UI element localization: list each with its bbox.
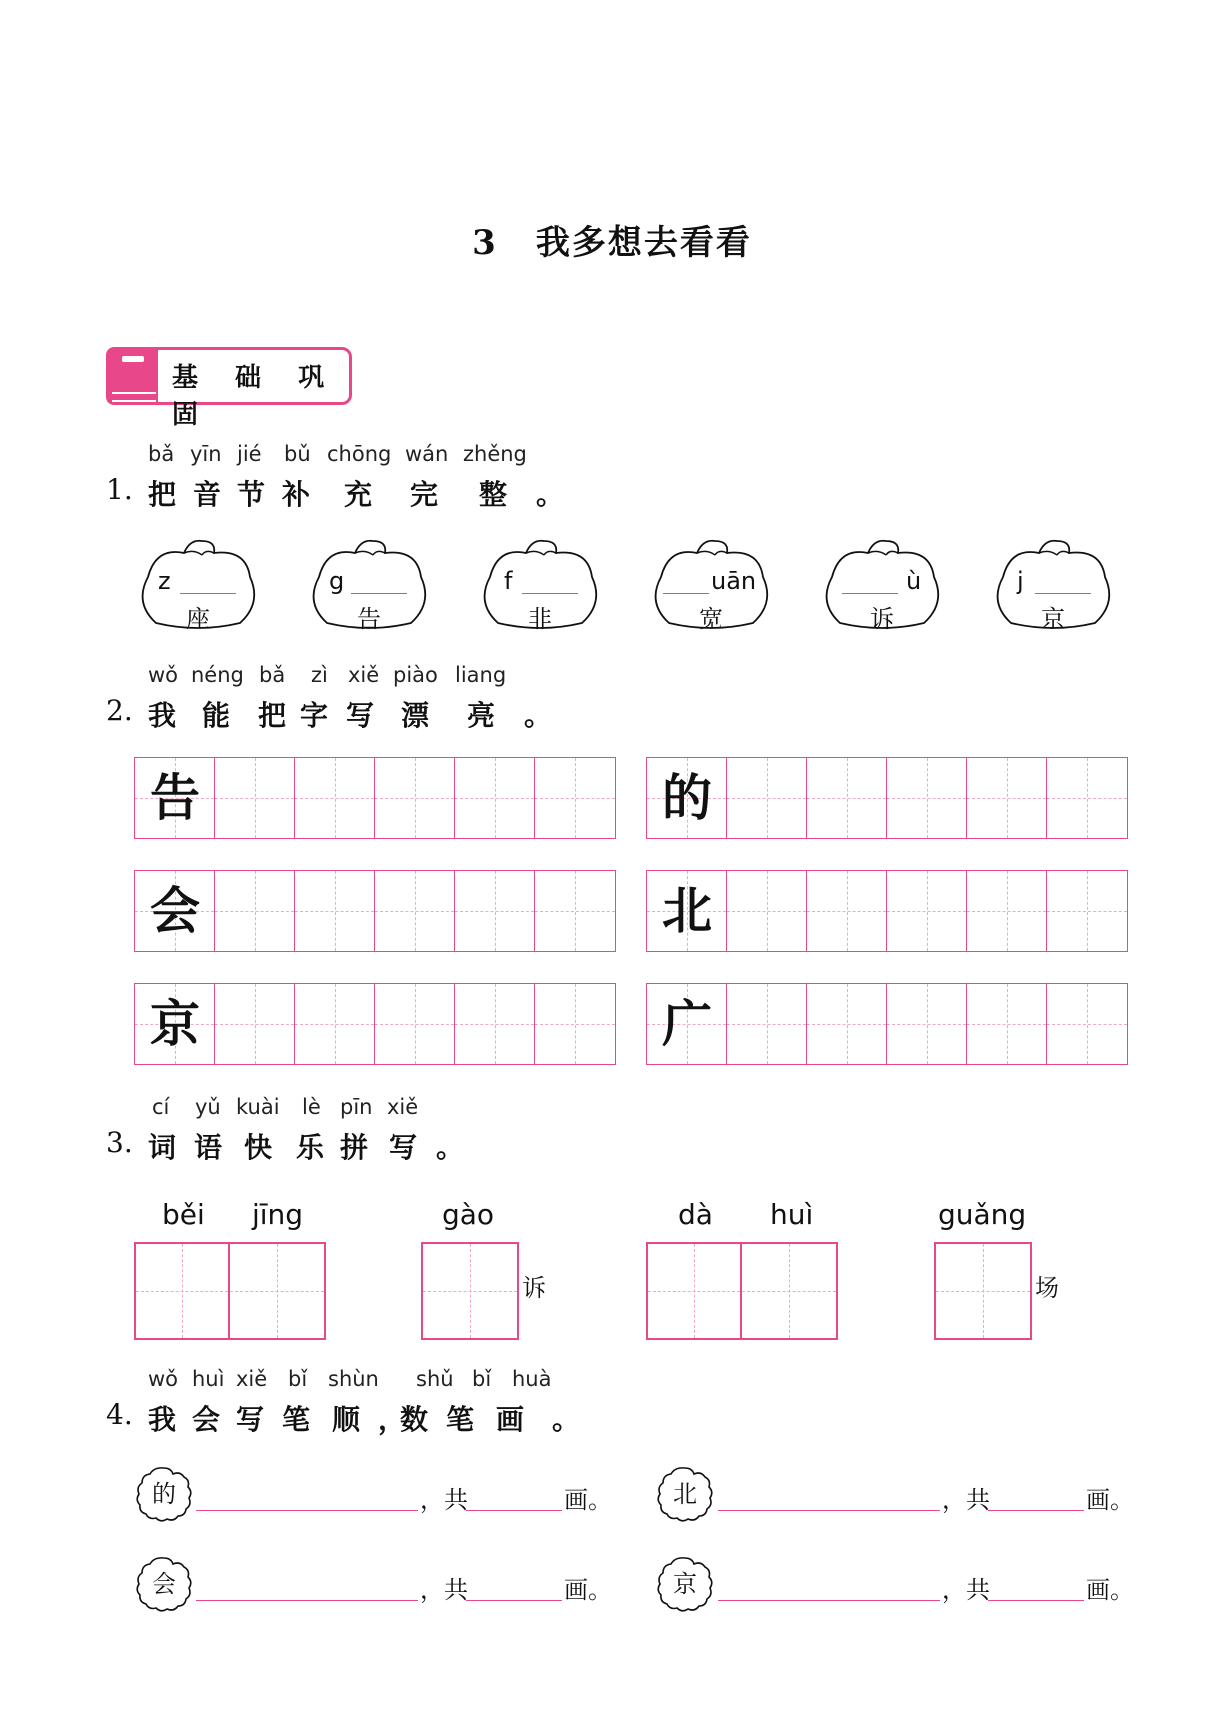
pinyin: wǒ: [148, 663, 179, 687]
prompt-char: 音: [193, 478, 222, 511]
grid-cell[interactable]: [807, 984, 887, 1064]
section-badge: [106, 347, 350, 430]
grid-cell[interactable]: [967, 871, 1047, 951]
bun-char: 宽: [699, 605, 723, 633]
writing-grid: [134, 870, 616, 952]
grid-cell: [135, 871, 215, 951]
pinyin: bǔ: [284, 442, 311, 466]
question-number: 4.: [106, 1398, 133, 1431]
bun-char: 告: [357, 605, 381, 633]
prompt-char: 。: [524, 699, 553, 732]
word-pinyin: gào: [442, 1198, 495, 1231]
word-cell[interactable]: [423, 1244, 517, 1338]
lesson-title: 我多想去看看: [535, 223, 752, 263]
q1-prompt: [106, 473, 565, 511]
prompt-char: 把: [148, 478, 177, 511]
total-label: ，共: [942, 1486, 990, 1514]
pinyin-initial: z: [158, 567, 171, 595]
word-pinyin: guǎng: [938, 1198, 1027, 1231]
prompt-char: 拼: [340, 1131, 369, 1164]
stroke-char: 会: [152, 1570, 176, 1598]
model-char: 京: [150, 994, 200, 1053]
stroke-order-blank[interactable]: [718, 1600, 940, 1601]
grid-cell[interactable]: [295, 758, 375, 838]
pinyin: bǎ: [148, 442, 175, 466]
pinyin: zì: [311, 663, 328, 687]
pinyin: lè: [302, 1095, 321, 1119]
stroke-char: 的: [152, 1480, 176, 1508]
writing-grid: [646, 983, 1128, 1065]
grid-cell[interactable]: [535, 984, 615, 1064]
bun-item: [136, 537, 260, 631]
prompt-char: 笔: [282, 1403, 311, 1436]
pinyin: cí: [152, 1095, 170, 1119]
grid-cell: [647, 984, 727, 1064]
stroke-order-blank[interactable]: [196, 1600, 418, 1601]
stroke-count-blank[interactable]: [466, 1510, 562, 1511]
prompt-char: 写: [389, 1131, 418, 1164]
flower-badge: [656, 1555, 714, 1613]
flower-badge: [135, 1555, 193, 1613]
pinyin: wán: [405, 442, 449, 466]
writing-grid: [646, 757, 1128, 839]
pinyin: shùn: [328, 1367, 379, 1391]
grid-cell[interactable]: [727, 984, 807, 1064]
grid-cell[interactable]: [535, 871, 615, 951]
q4-prompt: [106, 1398, 581, 1436]
word-box: [646, 1242, 838, 1340]
prompt-char: 顺: [332, 1403, 361, 1436]
prompt-char: 亮: [467, 699, 496, 732]
prompt-char: 能: [202, 699, 231, 732]
prompt-char: 语: [194, 1131, 223, 1164]
prompt-char: 快: [244, 1131, 273, 1164]
pinyin-final: ù: [906, 567, 922, 595]
book-icon: [106, 347, 158, 405]
pinyin: shǔ: [416, 1367, 454, 1391]
prompt-char: 我: [148, 1403, 177, 1436]
flower-badge: [656, 1465, 714, 1523]
answer-blank[interactable]: [351, 593, 407, 594]
pinyin: pīn: [340, 1095, 373, 1119]
stroke-char: 京: [673, 1570, 697, 1598]
bun-item: [307, 537, 431, 631]
word-pinyin: běi: [162, 1198, 205, 1231]
grid-cell[interactable]: [807, 871, 887, 951]
prompt-char: ，: [378, 1403, 407, 1436]
prompt-char: 补: [282, 478, 311, 511]
pinyin: zhěng: [463, 442, 527, 466]
writing-grid: [134, 983, 616, 1065]
bun-char: 非: [528, 605, 552, 633]
prompt-char: 节: [237, 478, 266, 511]
prompt-char: 我: [148, 699, 177, 732]
strokes-unit: 画。: [1086, 1486, 1134, 1514]
pinyin-final: uān: [711, 567, 757, 595]
model-char: 的: [662, 768, 712, 827]
prompt-char: 笔: [446, 1403, 475, 1436]
pinyin: jié: [237, 442, 262, 466]
grid-cell[interactable]: [455, 984, 535, 1064]
question-number: 1.: [106, 473, 133, 506]
answer-blank[interactable]: [1035, 593, 1091, 594]
bun-char: 座: [186, 605, 210, 633]
grid-cell[interactable]: [455, 758, 535, 838]
pinyin-initial: g: [329, 567, 345, 595]
word-given-char: 场: [1035, 1274, 1059, 1302]
pinyin: yǔ: [195, 1095, 221, 1119]
stroke-order-blank[interactable]: [718, 1510, 940, 1511]
prompt-char: 字: [300, 699, 329, 732]
grid-cell[interactable]: [967, 758, 1047, 838]
grid-cell: [135, 758, 215, 838]
pinyin: bǐ: [288, 1367, 308, 1391]
prompt-char: 充: [344, 478, 373, 511]
grid-cell[interactable]: [807, 758, 887, 838]
total-label: ，共: [420, 1486, 468, 1514]
pinyin: piào: [393, 663, 438, 687]
grid-cell[interactable]: [887, 871, 967, 951]
answer-blank[interactable]: [522, 593, 578, 594]
answer-blank[interactable]: [842, 593, 898, 594]
prompt-char: 乐: [296, 1131, 325, 1164]
pinyin: yīn: [190, 442, 222, 466]
total-label: ，共: [420, 1576, 468, 1604]
answer-blank[interactable]: [663, 593, 709, 594]
page-title: [0, 215, 1224, 264]
model-char: 广: [662, 994, 712, 1053]
strokes-unit: 画。: [564, 1576, 612, 1604]
question-number: 2.: [106, 694, 133, 727]
model-char: 北: [662, 881, 712, 940]
strokes-unit: 画。: [564, 1486, 612, 1514]
stroke-order-blank[interactable]: [196, 1510, 418, 1511]
grid-cell[interactable]: [727, 758, 807, 838]
stroke-count-blank[interactable]: [988, 1510, 1084, 1511]
stroke-count-blank[interactable]: [988, 1600, 1084, 1601]
grid-cell[interactable]: [1047, 984, 1127, 1064]
pinyin: huì: [192, 1367, 225, 1391]
bun-char: 诉: [870, 605, 894, 633]
lesson-number: 3: [472, 223, 498, 263]
word-cell[interactable]: [136, 1244, 230, 1338]
pinyin-initial: j: [1017, 567, 1024, 595]
q3-prompt: [106, 1126, 465, 1164]
word-box: [934, 1242, 1032, 1340]
grid-cell: [647, 871, 727, 951]
grid-cell: [135, 984, 215, 1064]
grid-cell[interactable]: [375, 871, 455, 951]
prompt-char: 完: [410, 478, 439, 511]
strokes-unit: 画。: [1086, 1576, 1134, 1604]
pinyin: xiě: [348, 663, 380, 687]
prompt-char: 。: [552, 1403, 581, 1436]
question-number: 3.: [106, 1126, 133, 1159]
word-cell[interactable]: [648, 1244, 742, 1338]
prompt-char: 漂: [401, 699, 430, 732]
stroke-count-blank[interactable]: [466, 1600, 562, 1601]
word-box: [421, 1242, 519, 1340]
prompt-char: 写: [236, 1403, 265, 1436]
bun-char: 京: [1041, 605, 1065, 633]
pinyin: liang: [455, 663, 507, 687]
prompt-char: 把: [258, 699, 287, 732]
prompt-char: 。: [436, 1131, 465, 1164]
bun-item: [991, 537, 1115, 631]
word-cell[interactable]: [230, 1244, 324, 1338]
answer-blank[interactable]: [180, 593, 236, 594]
grid-cell: [647, 758, 727, 838]
grid-cell[interactable]: [887, 758, 967, 838]
word-cell[interactable]: [936, 1244, 1030, 1338]
grid-cell[interactable]: [215, 984, 295, 1064]
word-pinyin: jīng: [252, 1198, 304, 1231]
writing-grid: [134, 757, 616, 839]
grid-cell[interactable]: [215, 758, 295, 838]
word-pinyin: dà: [678, 1198, 713, 1231]
prompt-char: 写: [346, 699, 375, 732]
grid-cell[interactable]: [455, 871, 535, 951]
word-given-char: 诉: [522, 1274, 546, 1302]
pinyin: huà: [512, 1367, 552, 1391]
grid-cell[interactable]: [295, 871, 375, 951]
word-pinyin: huì: [770, 1198, 814, 1231]
prompt-char: 词: [148, 1131, 177, 1164]
grid-cell[interactable]: [967, 984, 1047, 1064]
grid-cell[interactable]: [887, 984, 967, 1064]
grid-cell[interactable]: [215, 871, 295, 951]
pinyin-initial: f: [504, 567, 513, 595]
word-box: [134, 1242, 326, 1340]
pinyin: bǐ: [472, 1367, 492, 1391]
bun-item: [649, 537, 773, 631]
bun-item: [820, 537, 944, 631]
bun-item: [478, 537, 602, 631]
grid-cell[interactable]: [535, 758, 615, 838]
pinyin: wǒ: [148, 1367, 179, 1391]
section-badge-label: 基 础 巩 固: [172, 363, 339, 430]
pinyin: bǎ: [259, 663, 286, 687]
pinyin: xiě: [236, 1367, 268, 1391]
model-char: 告: [150, 768, 200, 827]
grid-cell[interactable]: [375, 758, 455, 838]
grid-cell[interactable]: [1047, 758, 1127, 838]
total-label: ，共: [942, 1576, 990, 1604]
pinyin: chōng: [327, 442, 392, 466]
grid-cell[interactable]: [727, 871, 807, 951]
writing-grid: [646, 870, 1128, 952]
pinyin: xiě: [387, 1095, 419, 1119]
prompt-char: 会: [192, 1403, 221, 1436]
prompt-char: 数: [400, 1403, 429, 1436]
pinyin: kuài: [236, 1095, 280, 1119]
pinyin: néng: [191, 663, 244, 687]
word-cell[interactable]: [742, 1244, 836, 1338]
grid-cell[interactable]: [295, 984, 375, 1064]
prompt-char: 。: [536, 478, 565, 511]
model-char: 会: [150, 881, 200, 940]
stroke-char: 北: [673, 1480, 697, 1508]
grid-cell[interactable]: [375, 984, 455, 1064]
q2-prompt: [106, 694, 553, 732]
flower-badge: [135, 1465, 193, 1523]
prompt-char: 整: [479, 478, 508, 511]
grid-cell[interactable]: [1047, 871, 1127, 951]
prompt-char: 画: [496, 1403, 525, 1436]
